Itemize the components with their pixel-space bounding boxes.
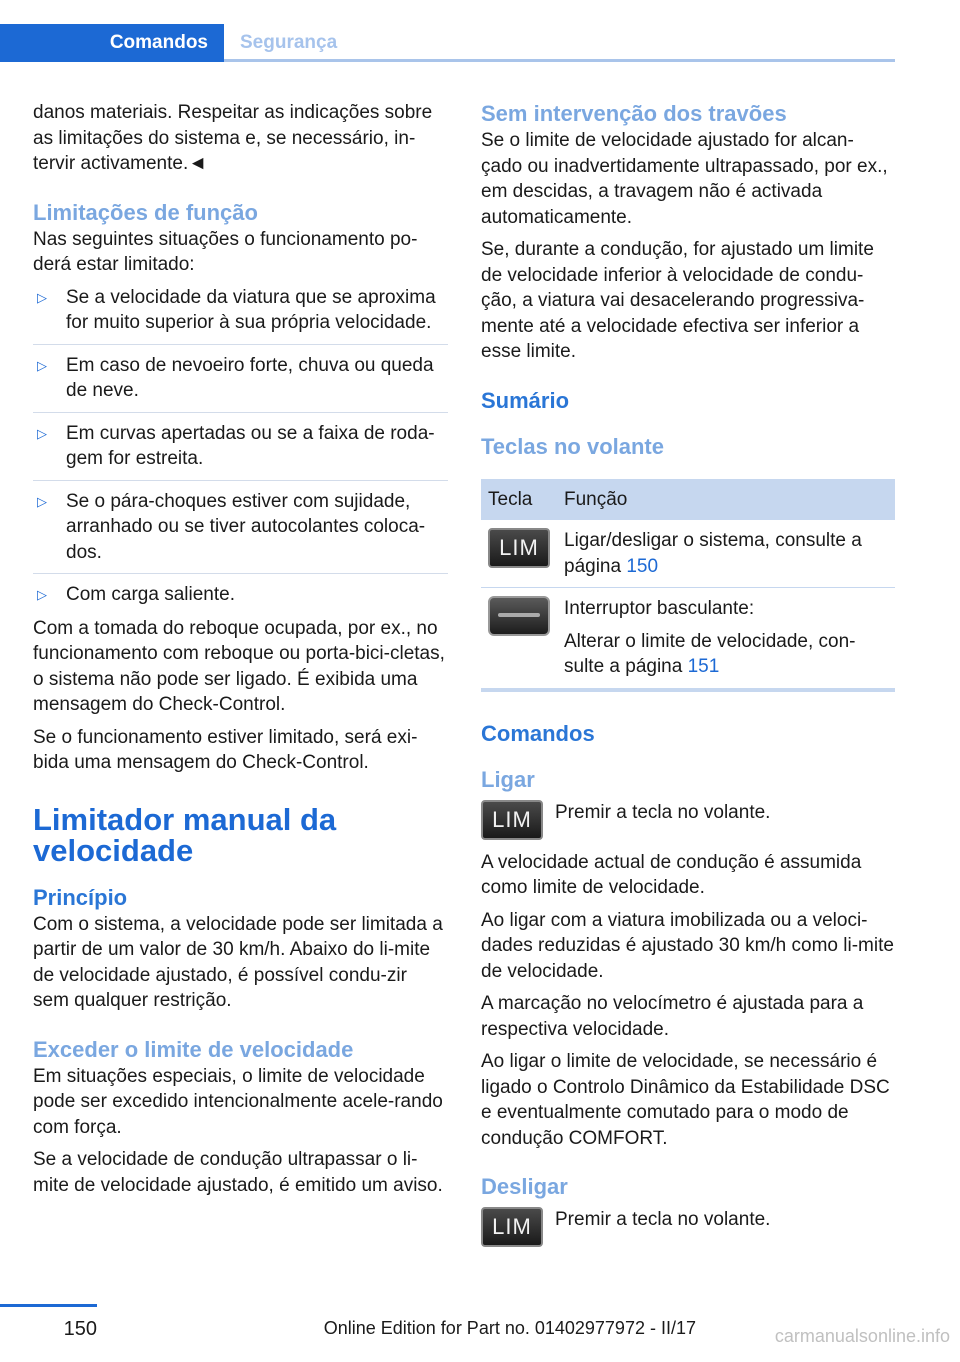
tab-comandos[interactable] xyxy=(0,24,224,62)
list-item xyxy=(33,353,448,413)
keys-heading: Teclas no volante xyxy=(481,433,664,459)
on-paragraph-2: Ao ligar com a viatura imobilizada ou a veloci-dades reduzidas é ajustado 30 km/h como li-mite de velocidade. xyxy=(481,909,894,982)
nobrake-paragraph-2: Se, durante a condução, for ajustado um limite de velocidade inferior à velocidade de condu-ção, a viatura vai desacelerando progressiva-mente até a velocidade efectiva ser inferior a esse limite. xyxy=(481,239,874,362)
trailer-paragraph: Com a tomada do reboque ocupada, por ex., no funcionamento com reboque ou porta-bici-cletas, o sistema não pode ser ligado. É exibida uma mensagem do Check-Control. xyxy=(33,617,445,715)
tab-divider xyxy=(224,59,895,62)
principle-paragraph: Com o sistema, a velocidade pode ser limitada a partir de um valor de 30 km/h. Abaixo do li-mite de velocidade ajustado, é possível condu-zir sem qualquer restrição. xyxy=(33,913,443,1011)
nobrake-paragraph-1: Se o limite de velocidade ajustado for alcan-çado ou inadvertidamente ultrapassado, por ex., em descidas, a travagem não é activada automaticamente. xyxy=(481,130,888,228)
list-item xyxy=(33,489,448,575)
edition-text: Online Edition for Part no. 01402977972 - II/17 xyxy=(323,1318,696,1338)
summary-heading: Sumário xyxy=(481,387,570,413)
on-paragraph-1: A velocidade actual de condução é assumida como limite de velocidade. xyxy=(481,851,862,898)
exceed-heading: Exceder o limite de velocidade xyxy=(33,1036,354,1062)
list-item xyxy=(33,421,448,481)
on-action-text: Premir a tecla no volante. xyxy=(555,801,771,823)
section-title: Limitador manual da velocidade xyxy=(33,801,337,868)
triangle-bullet-icon: ▷ xyxy=(37,493,47,509)
on-instruction xyxy=(481,800,895,840)
column-header-key: Tecla xyxy=(481,479,557,521)
off-action-text: Premir a tecla no volante. xyxy=(555,1209,771,1230)
limits-list xyxy=(33,285,448,608)
rocker-switch-icon xyxy=(488,596,550,636)
list-item-text: Se a velocidade da viatura que se aproxima for muito superior à sua própria velocidade. xyxy=(66,286,436,333)
key-cell xyxy=(481,520,557,588)
limits-paragraph: Nas seguintes situações o funcionamento po-derá estar limitado: xyxy=(33,228,418,275)
keys-table xyxy=(481,479,895,692)
lim-button-icon: LIM xyxy=(481,1207,543,1247)
triangle-bullet-icon: ▷ xyxy=(37,357,47,373)
limited-paragraph: Se o funcionamento estiver limitado, será exi-bida uma mensagem do Check-Control. xyxy=(33,726,418,773)
function-text: Interruptor basculante: xyxy=(564,598,755,619)
header-tabs xyxy=(0,24,895,62)
exceed-paragraph-1: Em situações especiais, o limite de velocidade pode ser excedido intencionalmente acele-rando com força. xyxy=(33,1065,443,1138)
lim-button-icon: LIM xyxy=(488,528,550,568)
triangle-bullet-icon: ▷ xyxy=(37,587,47,602)
on-paragraph-3: A marcação no velocímetro é ajustada para a respectiva velocidade. xyxy=(481,993,864,1040)
list-item-text: Com carga saliente. xyxy=(66,584,235,605)
list-item xyxy=(33,582,448,608)
left-column xyxy=(33,100,448,1205)
limits-heading: Limitações de função xyxy=(33,199,258,225)
table-row xyxy=(481,588,895,690)
list-item-text: Em caso de nevoeiro forte, chuva ou queda de neve. xyxy=(66,354,434,401)
list-item-text: Se o pára-choques estiver com sujidade, arranhado ou se tiver autocolantes coloca-dos. xyxy=(66,490,426,563)
right-column xyxy=(481,100,895,1257)
triangle-bullet-icon: ▷ xyxy=(37,425,47,441)
off-heading: Desligar xyxy=(481,1174,568,1199)
tab-comandos-label: Comandos xyxy=(109,32,208,53)
watermark-text: carmanualsonline.info xyxy=(774,1326,950,1346)
triangle-bullet-icon: ▷ xyxy=(37,289,47,305)
page-number: 150 xyxy=(63,1318,97,1340)
lim-button-icon: LIM xyxy=(481,800,543,840)
off-instruction xyxy=(481,1207,895,1247)
intro-paragraph: danos materiais. Respeitar as indicações sobre as limitações do sistema e, se necessário, in-tervir activamente.◄ xyxy=(33,102,433,174)
table-header-row xyxy=(481,479,895,521)
exceed-paragraph-2: Se a velocidade de condução ultrapassar o li-mite de velocidade ajustado, é emitido um aviso. xyxy=(33,1149,443,1196)
on-heading: Ligar xyxy=(481,766,535,792)
function-text: Ligar/desligar o sistema, consulte a página xyxy=(564,530,862,577)
function-text: Alterar o limite de velocidade, con-sulte a página xyxy=(564,630,856,677)
page-ref-link[interactable]: 150 xyxy=(626,555,659,577)
nobrake-heading: Sem intervenção dos travões xyxy=(481,101,787,126)
principle-heading: Princípio xyxy=(33,884,128,910)
key-cell xyxy=(481,588,557,690)
on-paragraph-4: Ao ligar o limite de velocidade, se necessário é ligado o Controlo Dinâmico da Estabilidade DSC e eventualmente comutado para o modo de condução COMFORT. xyxy=(481,1051,890,1149)
function-cell xyxy=(557,588,895,690)
function-cell xyxy=(557,520,895,588)
column-header-function: Função xyxy=(557,479,895,521)
commands-heading: Comandos xyxy=(481,720,595,746)
list-item xyxy=(33,285,448,345)
list-item-text: Em curvas apertadas ou se a faixa de roda-gem for estreita. xyxy=(66,422,435,469)
footer-rule xyxy=(0,1304,97,1307)
table-row xyxy=(481,520,895,588)
page-ref-link[interactable]: 151 xyxy=(687,656,720,677)
tab-seguranca[interactable] xyxy=(240,24,337,62)
tab-seguranca-label: Segurança xyxy=(240,32,338,53)
